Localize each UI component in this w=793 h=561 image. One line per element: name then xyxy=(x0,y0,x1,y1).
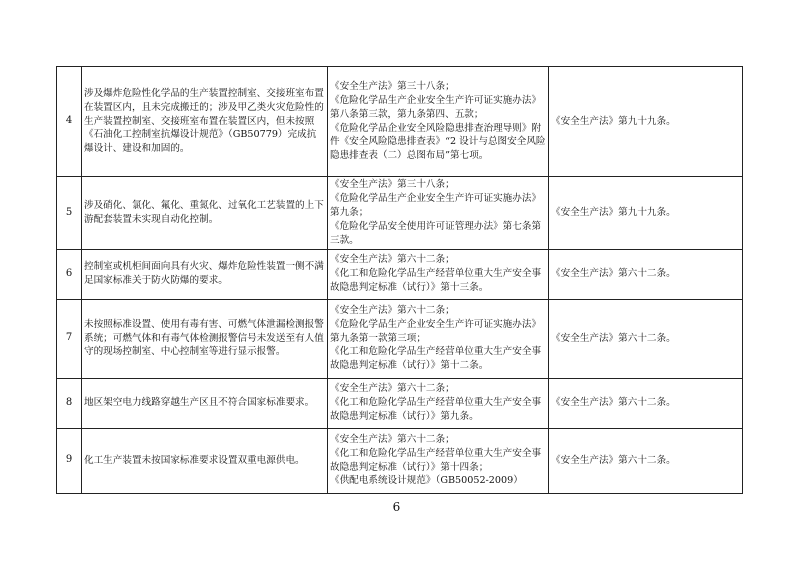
table-row xyxy=(57,67,743,177)
row-number: 6 xyxy=(57,249,82,299)
hazard-description: 涉及硝化、氯化、氟化、重氮化、过氧化工艺装置的上下游配套装置未实现自动化控制。 xyxy=(82,177,328,250)
legal-basis: 《安全生产法》第六十二条； 《危险化学品生产企业安全生产许可证实施办法》第九条第一款第三项； 《化工和危险化学品生产经营单位重大生产安全事故隐患判定标准（试行）》第十二条。 xyxy=(328,299,549,378)
hazard-description: 控制室或机柜间面向具有火灾、爆炸危险性装置一侧不满足国家标准关于防火防爆的要求。 xyxy=(82,249,328,299)
row-number: 5 xyxy=(57,177,82,250)
row-number: 9 xyxy=(57,428,82,493)
legal-basis: 《安全生产法》第六十二条； 《化工和危险化学品生产经营单位重大生产安全事故隐患判定标准（试行）》第十四条； 《供配电系统设计规范》（GB50052-2009） xyxy=(328,428,549,493)
regulation-table xyxy=(56,66,743,494)
page-number: 6 xyxy=(392,500,401,514)
table-row xyxy=(57,177,743,250)
penalty-basis: 《安全生产法》第九十九条。 xyxy=(549,177,743,250)
penalty-basis: 《安全生产法》第六十二条。 xyxy=(549,299,743,378)
table-row xyxy=(57,249,743,299)
table-row xyxy=(57,428,743,493)
table-row xyxy=(57,299,743,378)
legal-basis: 《安全生产法》第六十二条； 《化工和危险化学品生产经营单位重大生产安全事故隐患判定标准（试行）》第十三条。 xyxy=(328,249,549,299)
legal-basis: 《安全生产法》第三十八条； 《危险化学品生产企业安全生产许可证实施办法》第八条第三款，第九条第四、五款； 《危险化学品企业安全风险隐患排查治理导则》附件《安全风险隐患排查表》“2 设计与总图安全风险隐患排查表（二）总图布局”第七项。 xyxy=(328,67,549,177)
legal-basis: 《安全生产法》第六十二条； 《化工和危险化学品生产经营单位重大生产安全事故隐患判定标准（试行）》第九条。 xyxy=(328,378,549,428)
penalty-basis: 《安全生产法》第六十二条。 xyxy=(549,378,743,428)
hazard-description: 未按照标准设置、使用有毒有害、可燃气体泄漏检测报警系统；可燃气体和有毒气体检测报警信号未发送至有人值守的现场控制室、中心控制室等进行显示报警。 xyxy=(82,299,328,378)
hazard-description: 涉及爆炸危险性化学品的生产装置控制室、交接班室布置在装置区内，且未完成搬迁的；涉及甲乙类火灾危险性的生产装置控制室、交接班室布置在装置区内，但未按照《石油化工控制室抗爆设计规范》（GB50779）完成抗爆设计、建设和加固的。 xyxy=(82,67,328,177)
row-number: 8 xyxy=(57,378,82,428)
penalty-basis: 《安全生产法》第六十二条。 xyxy=(549,249,743,299)
row-number: 4 xyxy=(57,67,82,177)
table-row xyxy=(57,378,743,428)
legal-basis: 《安全生产法》第三十八条； 《危险化学品生产企业安全生产许可证实施办法》第九条； 《危险化学品安全使用许可证管理办法》第七条第三款。 xyxy=(328,177,549,250)
row-number: 7 xyxy=(57,299,82,378)
penalty-basis: 《安全生产法》第六十二条。 xyxy=(549,428,743,493)
penalty-basis: 《安全生产法》第九十九条。 xyxy=(549,67,743,177)
hazard-description: 地区架空电力线路穿越生产区且不符合国家标准要求。 xyxy=(82,378,328,428)
hazard-description: 化工生产装置未按国家标准要求设置双重电源供电。 xyxy=(82,428,328,493)
